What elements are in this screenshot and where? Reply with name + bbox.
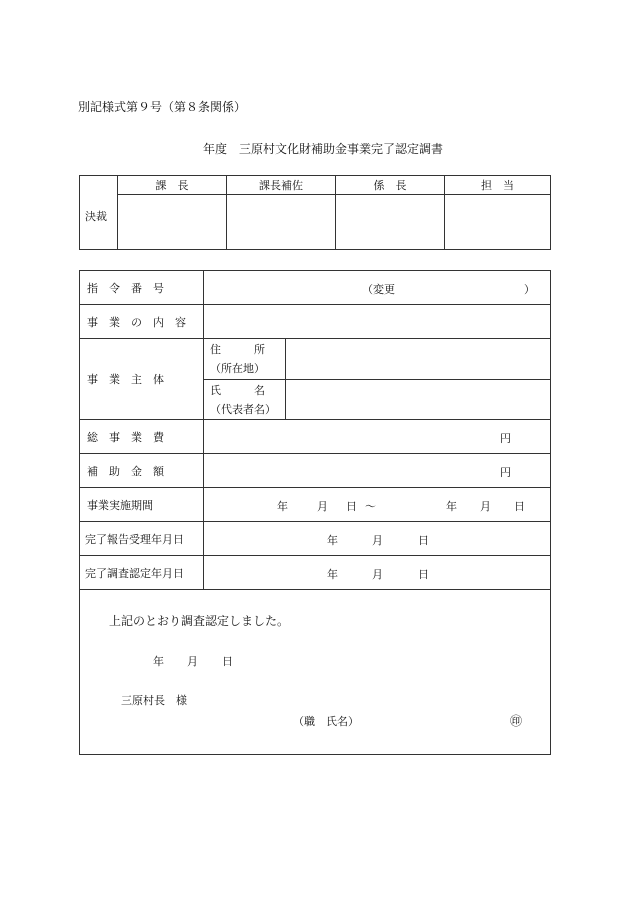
form-number-label: 別記様式第９号（第８条関係） <box>78 100 247 114</box>
approval-head-deputy <box>227 176 336 195</box>
inspection-date-month: 月 <box>372 568 383 581</box>
approval-column-label: 係 長 <box>373 179 407 192</box>
approval-label-cell <box>80 176 118 250</box>
period-end-day: 日 <box>514 500 525 513</box>
address-value-cell[interactable] <box>286 339 551 380</box>
report-date-month: 月 <box>372 534 383 547</box>
period-tilde: ～ <box>365 500 376 513</box>
subsidy-label-cell <box>80 454 204 488</box>
approval-head-subsection-chief <box>336 176 445 195</box>
order-number-label-cell <box>80 271 204 305</box>
period-start-month: 月 <box>317 500 328 513</box>
approval-column-label: 課 長 <box>155 179 189 192</box>
name-label-cell <box>204 380 286 420</box>
report-date-year: 年 <box>327 534 338 547</box>
approval-table <box>79 175 551 250</box>
certification-cell <box>80 590 551 755</box>
name-value-cell[interactable] <box>286 380 551 420</box>
period-value-cell[interactable] <box>204 488 551 522</box>
period-start-year: 年 <box>277 500 288 513</box>
content-label-cell <box>80 305 204 339</box>
entity-label: 事 業 主 体 <box>87 373 164 386</box>
name-label-line2: （代表者名） <box>210 402 276 416</box>
approval-stamp-deputy[interactable] <box>227 195 336 250</box>
order-number-value-cell[interactable] <box>204 271 551 305</box>
subsidy-label: 補 助 金 額 <box>87 464 164 478</box>
report-date-label: 完了報告受理年月日 <box>85 532 184 546</box>
address-label-line1: 住 所 <box>210 343 265 356</box>
period-end-year: 年 <box>446 500 457 513</box>
approval-head-staff <box>445 176 551 195</box>
period-label-cell <box>80 488 204 522</box>
report-date-value-cell[interactable] <box>204 522 551 556</box>
inspection-date-label-cell <box>80 556 204 590</box>
total-cost-unit: 円 <box>500 432 511 445</box>
seal-mark: ㊞ <box>510 714 523 728</box>
subsidy-value-cell[interactable] <box>204 454 551 488</box>
certification-addressee: 三原村長 様 <box>121 694 187 707</box>
name-label-line1: 氏 名 <box>210 383 265 397</box>
report-date-label-cell <box>80 522 204 556</box>
approval-column-label: 課長補佐 <box>259 179 303 192</box>
total-cost-label: 総 事 業 費 <box>87 430 164 444</box>
approval-stamp-staff[interactable] <box>445 195 551 250</box>
certification-statement: 上記のとおり調査認定しました。 <box>109 614 290 628</box>
total-cost-label-cell <box>80 420 204 454</box>
approval-column-label: 担 当 <box>481 179 514 192</box>
order-number-change-suffix: ） <box>524 283 535 296</box>
order-number-change-prefix: （変更 <box>362 283 395 296</box>
approval-row-label: 決裁 <box>85 210 107 223</box>
total-cost-value-cell[interactable] <box>204 420 551 454</box>
period-label: 事業実施期間 <box>87 498 153 512</box>
subsidy-unit: 円 <box>500 466 511 479</box>
period-end-month: 月 <box>480 500 491 513</box>
certification-signer: （職 氏名） <box>293 715 359 728</box>
inspection-date-year: 年 <box>327 568 338 581</box>
inspection-date-value-cell[interactable] <box>204 556 551 590</box>
certification-date-day: 日 <box>222 655 233 668</box>
entity-label-cell <box>80 339 204 420</box>
certification-date-month: 月 <box>187 655 198 668</box>
inspection-date-day: 日 <box>418 568 429 581</box>
content-value-cell[interactable] <box>204 305 551 339</box>
approval-stamp-subsection-chief[interactable] <box>336 195 445 250</box>
address-label-line2: （所在地） <box>210 362 265 375</box>
main-form-table <box>79 270 551 755</box>
address-label-cell <box>204 339 286 380</box>
certification-date-year: 年 <box>153 655 164 668</box>
approval-stamp-section-chief[interactable] <box>118 195 227 250</box>
approval-head-section-chief <box>118 176 227 195</box>
inspection-date-label: 完了調査認定年月日 <box>85 566 184 580</box>
content-label: 事 業 の 内 容 <box>87 315 186 329</box>
report-date-day: 日 <box>418 534 429 547</box>
period-start-day: 日 <box>346 500 357 513</box>
order-number-label: 指 令 番 号 <box>87 281 164 295</box>
document-title: 年度 三原村文化財補助金事業完了認定調書 <box>203 142 444 156</box>
